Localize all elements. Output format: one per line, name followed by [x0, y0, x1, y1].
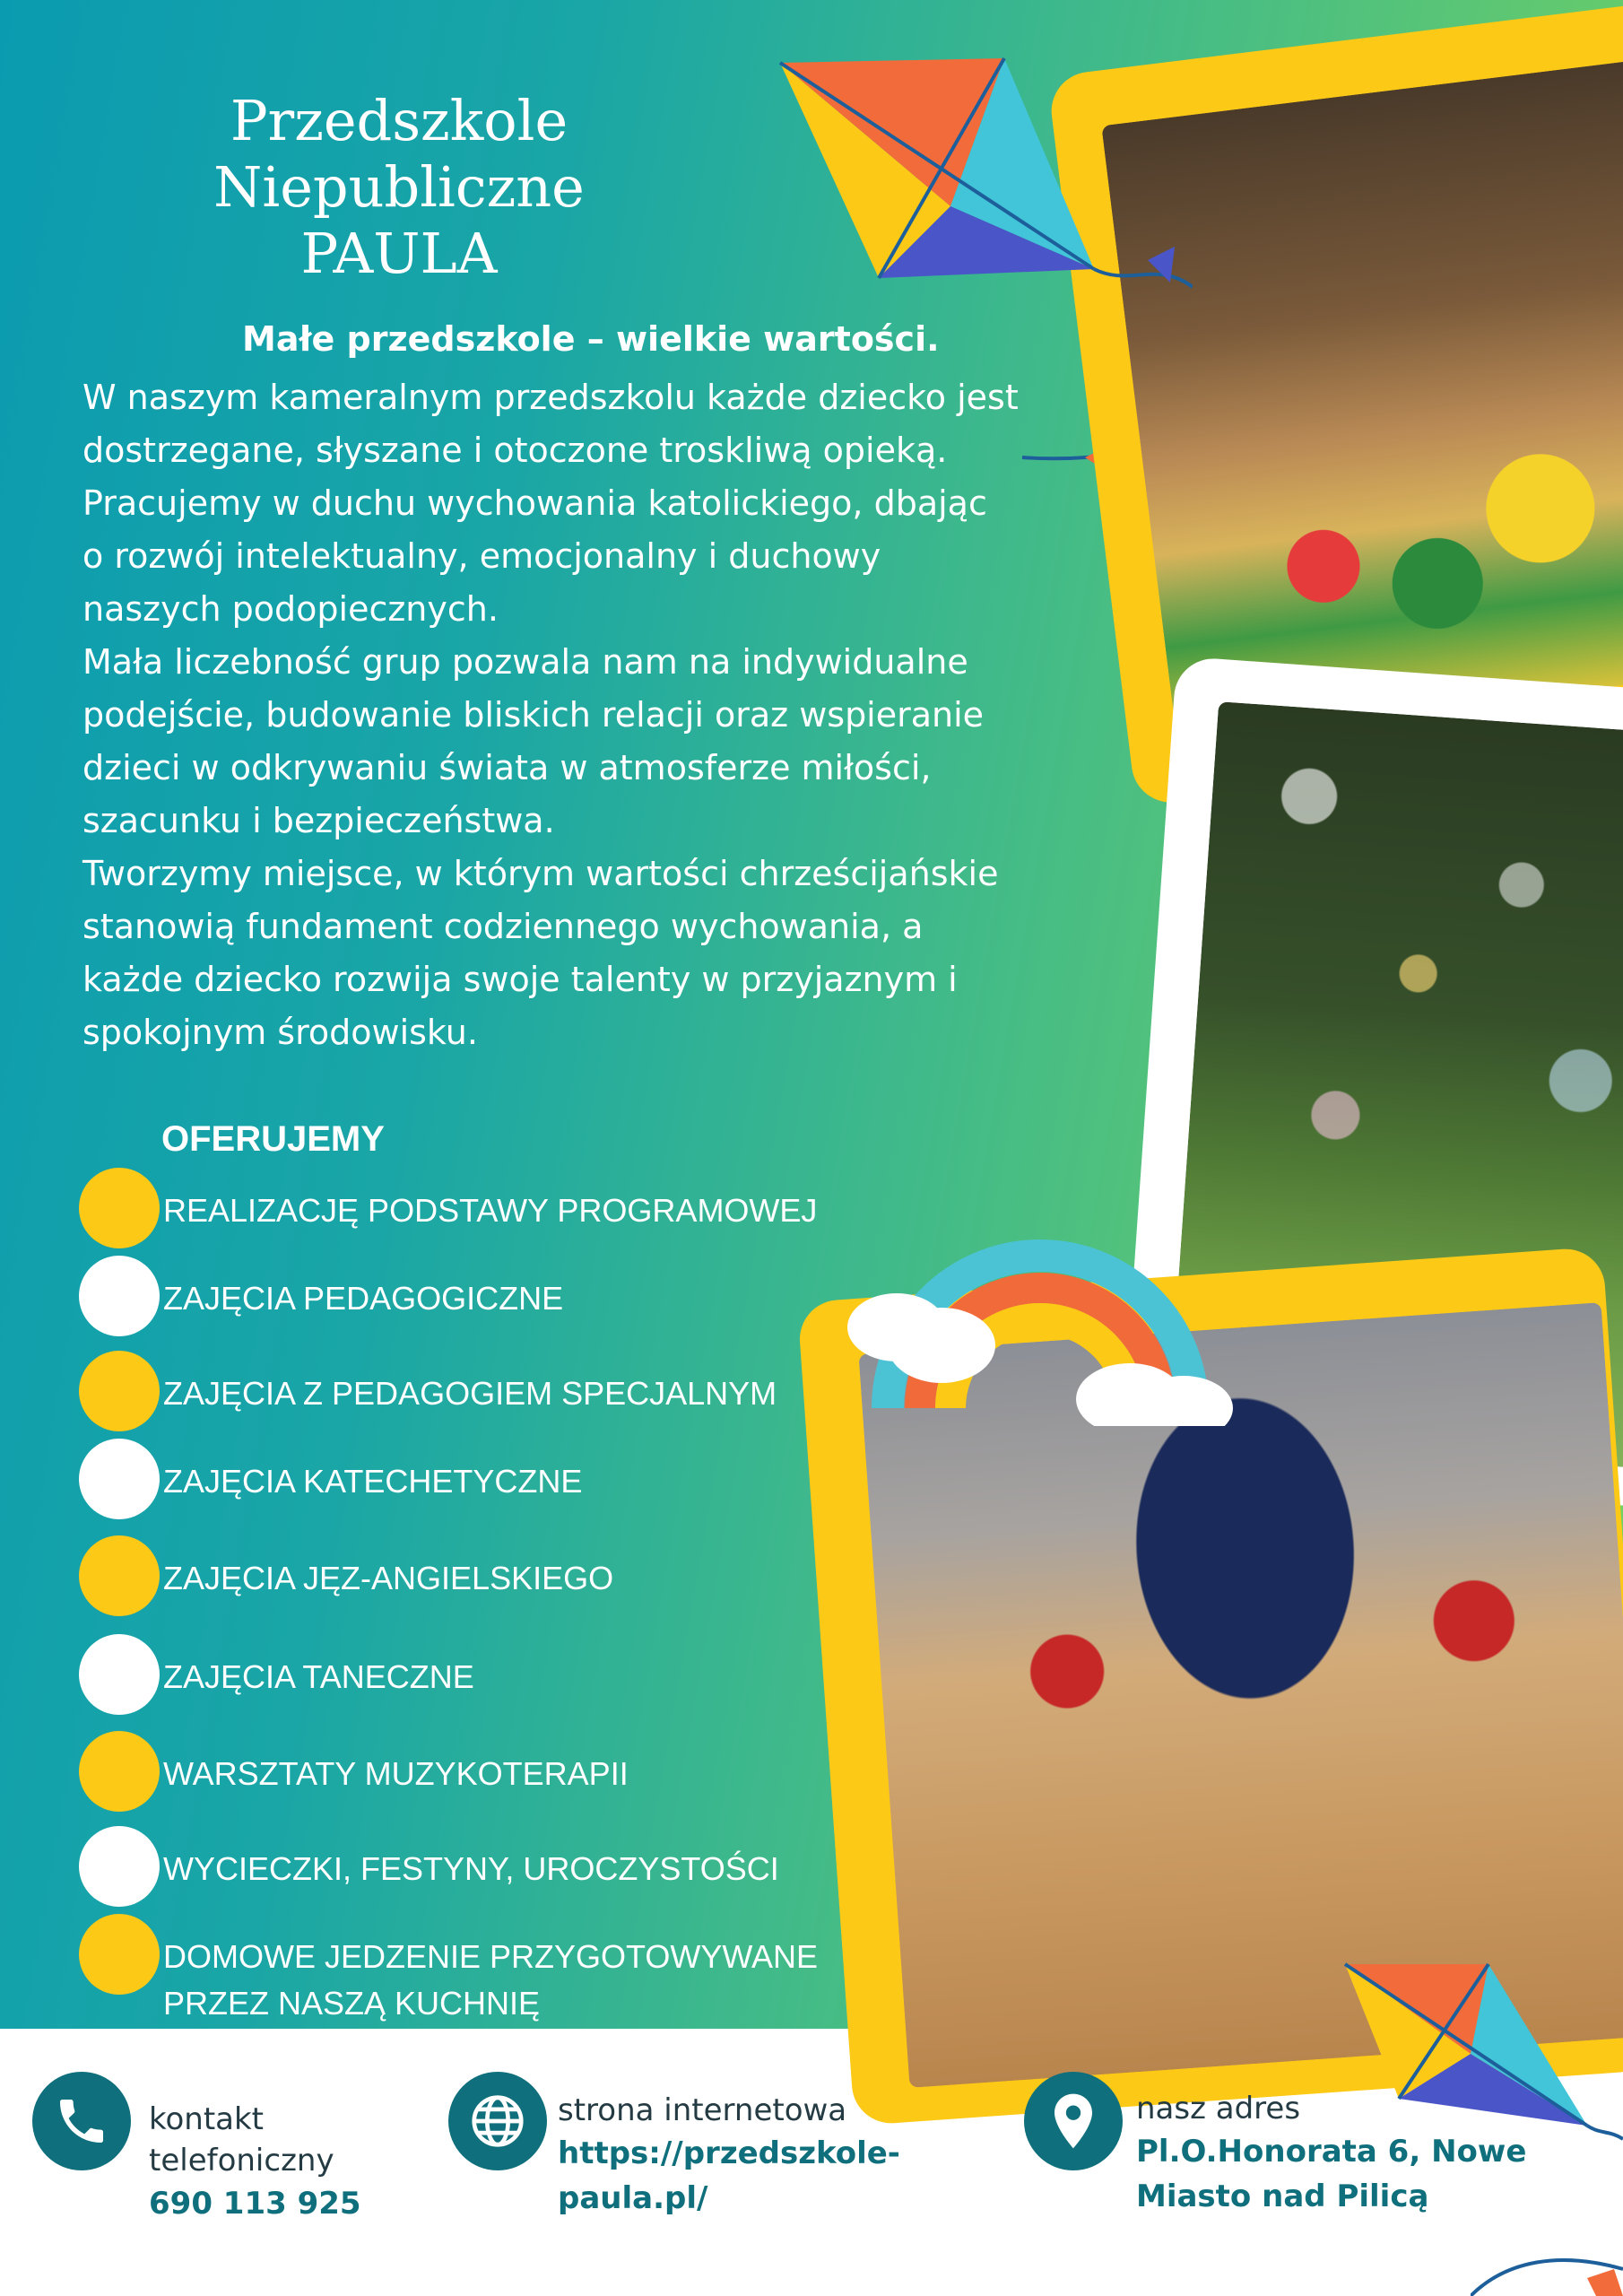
address-text: Miasto nad Pilicą: [1136, 2179, 1429, 2214]
contact-phone-label: telefoniczny: [149, 2143, 334, 2179]
offer-item: [79, 1634, 886, 1713]
intro-line: każde dziecko rozwija swoje talenty w przyjaznym i: [82, 960, 958, 999]
kite-icon: [771, 54, 1193, 359]
offer-item-label-line: DOMOWE JEDZENIE PRZYGOTOWYWANE: [163, 1938, 819, 1975]
bullet-dot: [79, 1731, 160, 1812]
contact-phone: [32, 2063, 409, 2242]
contact-address: [1024, 2063, 1526, 2242]
location-pin-icon: [1024, 2072, 1123, 2170]
address-text: Pl.O.Honorata 6, Nowe: [1136, 2134, 1527, 2170]
contact-phone-label: kontakt: [149, 2101, 265, 2137]
intro-line: spokojnym środowisku.: [82, 1013, 478, 1052]
offer-item: [79, 1731, 886, 1810]
offer-item-label: ZAJĘCIA Z PEDAGOGIEM SPECJALNYM: [163, 1375, 777, 1412]
offer-item-label: ZAJĘCIA KATECHETYCZNE: [163, 1463, 583, 1500]
bullet-dot: [79, 1439, 160, 1519]
offer-item-label: WARSZTATY MUZYKOTERAPII: [163, 1755, 629, 1792]
intro-text: [82, 371, 1141, 1059]
contact-address-label: nasz adres: [1136, 2091, 1301, 2126]
school-name-line3: PAULA: [300, 221, 498, 286]
offer-item-label: [163, 1934, 818, 2027]
school-name-line2: Niepubliczne: [213, 154, 585, 220]
bullet-dot: [79, 1826, 160, 1907]
offer-item-label: ZAJĘCIA TANECZNE: [163, 1658, 474, 1695]
offer-item: [79, 1914, 886, 2029]
offer-heading: OFERUJEMY: [161, 1119, 385, 1159]
bullet-dot: [79, 1634, 160, 1715]
intro-line: stanowią fundament codziennego wychowania, a: [82, 907, 924, 946]
tagline: Małe przedszkole – wielkie wartości.: [242, 319, 940, 359]
offer-item: [79, 1168, 886, 1247]
intro-line: Pracujemy w duchu wychowania katolickiego, dbając: [82, 483, 987, 523]
school-name-line1: Przedszkole: [230, 88, 568, 153]
offer-item-label: WYCIECZKI, FESTYNY, UROCZYSTOŚCI: [163, 1850, 779, 1887]
contact-website-label: strona internetowa: [558, 2092, 847, 2128]
offer-item: [79, 1351, 886, 1430]
rainbow-icon: [834, 1193, 1246, 1426]
offer-item-label: ZAJĘCIA PEDAGOGICZNE: [163, 1280, 564, 1317]
bullet-dot: [79, 1351, 160, 1431]
intro-line: Tworzymy miejsce, w którym wartości chrześcijańskie: [82, 854, 999, 893]
offer-item-label: ZAJĘCIA JĘZ-ANGIELSKIEGO: [163, 1560, 614, 1596]
offer-item-label-line: PRZEZ NASZĄ KUCHNIĘ: [163, 1985, 541, 2022]
bullet-dot: [79, 1535, 160, 1616]
bullet-dot: [79, 1256, 160, 1336]
offer-item: [79, 1535, 886, 1614]
intro-line: o rozwój intelektualny, emocjonalny i duchowy: [82, 536, 881, 576]
intro-line: W naszym kameralnym przedszkolu każde dziecko jest: [82, 378, 1019, 417]
intro-line: dostrzegane, słyszane i otoczone troskliwą opieką.: [82, 430, 948, 470]
intro-line: podejście, budowanie bliskich relacji oraz wspieranie: [82, 695, 985, 735]
intro-line: dzieci w odkrywaniu świata w atmosferze miłości,: [82, 748, 932, 787]
intro-line: szacunku i bezpieczeństwa.: [82, 801, 555, 840]
bullet-dot: [79, 1168, 160, 1248]
bullet-dot: [79, 1914, 160, 1995]
contact-phone-number[interactable]: 690 113 925: [149, 2186, 361, 2222]
intro-line: naszych podopiecznych.: [82, 589, 499, 629]
school-name: [135, 88, 664, 287]
phone-icon: [32, 2072, 131, 2170]
globe-icon: [448, 2072, 547, 2170]
offer-item: [79, 1256, 886, 1335]
offer-item: [79, 1826, 886, 1905]
intro-line: Mała liczebność grup pozwala nam na indywidualne: [82, 642, 968, 682]
website-link[interactable]: https://przedszkole-: [558, 2135, 900, 2171]
contact-website: [448, 2063, 950, 2242]
corner-swirl-decoration: [1471, 2251, 1623, 2296]
offer-item-label: REALIZACJĘ PODSTAWY PROGRAMOWEJ: [163, 1192, 818, 1229]
website-link[interactable]: paula.pl/: [558, 2180, 708, 2216]
offer-item: [79, 1439, 886, 1518]
